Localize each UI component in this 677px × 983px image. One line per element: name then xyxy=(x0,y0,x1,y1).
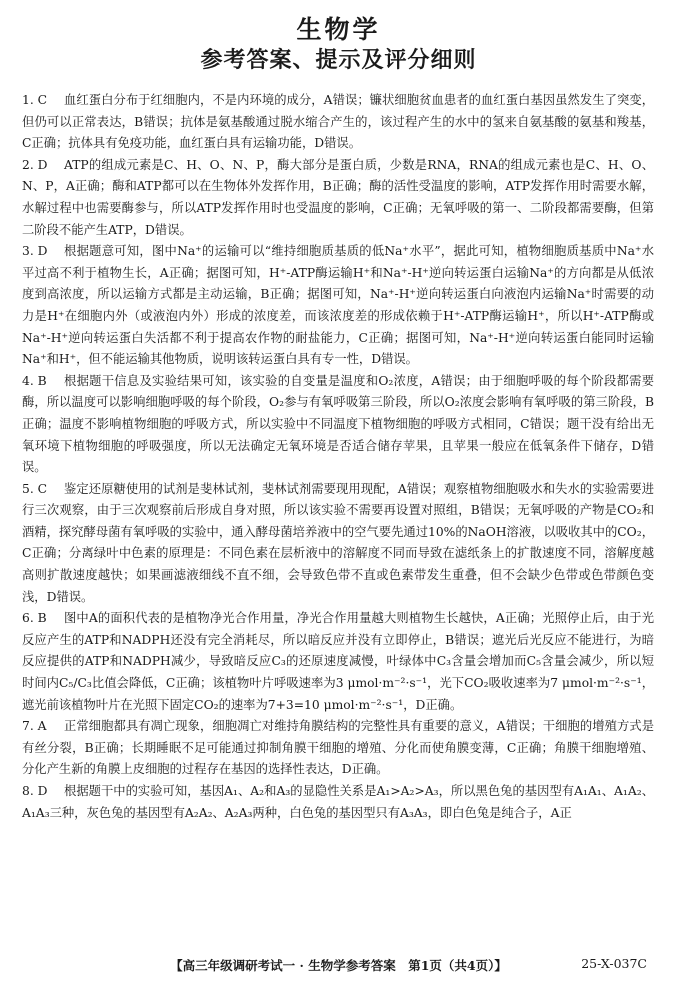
answer-list xyxy=(22,90,654,824)
footer-exam-info: 【高三年级调研考试一 · 生物学参考答案 第1页（共4页）】 xyxy=(170,958,507,973)
answer-text: 正常细胞都具有凋亡现象，细胞凋亡对维持角膜结构的完整性具有重要的意义，A错误；干细胞的增殖方式是有丝分裂，B正确；长期睡眠不足可能通过抑制角膜干细胞的增殖、分化而使角膜变薄，C正确；角膜干细胞增殖、分化产生新的角膜上皮细胞的过程存在基因的选择性表达，D正确。 xyxy=(22,719,654,777)
footer-code: 25-X-037C xyxy=(581,956,647,971)
answer-text: 鉴定还原糖使用的试剂是斐林试剂，斐林试剂需要现用现配，A错误；观察植物细胞吸水和失水的实验需要进行三次观察，由于三次观察前后形成自身对照，所以该实验不需要再设置对照组，B错误；无氧呼吸的产物是CO₂和酒精，探究酵母菌有氧呼吸的实验中，通入酵母菌培养液中的空气要先通过10%的NaOH溶液，以吸收其中的CO₂，C正确；分离绿叶中色素的原理是：不同色素在层析液中的溶解度不同而导致在滤纸条上的扩散速度不同，溶解度越高则扩散速度越快；如果画滤液细线不直不细，会导致色带不直或色素带发生重叠，但不会缺少色带或色带颜色变浅，D错误。 xyxy=(22,481,654,604)
answer-label: 6. B xyxy=(22,611,47,626)
answer-text: 根据题干中的实验可知，基因A₁、A₂和A₃的显隐性关系是A₁>A₂>A₃，所以黑色兔的基因型有A₁A₁、A₁A₂、A₁A₃三种，灰色兔的基因型有A₂A₂、A₂A₃两种，白色兔的基因型只有A₃A₃，即白色兔是纯合子，A正 xyxy=(22,784,654,820)
answer-text: ATP的组成元素是C、H、O、N、P，酶大部分是蛋白质，少数是RNA，RNA的组成元素也是C、H、O、N、P，A正确；酶和ATP都可以在生物体外发挥作用，B正确；酶的活性受温度的影响，ATP发挥作用时需要水解，水解过程中也需要酶参与，所以ATP发挥作用时也受温度的影响，C正确；无氧呼吸的第一、二阶段都需要酶，但第二阶段不能产生ATP，D错误。 xyxy=(22,157,654,237)
answer-text: 图中A的面积代表的是植物净光合作用量，净光合作用量越大则植物生长越快，A正确；光照停止后，由于光反应产生的ATP和NADPH还没有完全消耗尽，所以暗反应并没有立即停止，B错误；遮光后光反应不能进行，为暗反应提供的ATP和NADPH减少，导致暗反应C₃的还原速度减慢，叶绿体中C₃含量会增加而C₅含量会减少，所以短时间内C₅/C₃比值会降低，C正确；该植物叶片呼吸速率为3 μmol·m⁻²·s⁻¹，光下CO₂吸收速率为7 μmol·m⁻²·s⁻¹，遮光前该植物叶片在光照下固定CO₂的速率为7+3=10 μmol·m⁻²·s⁻¹，D正确。 xyxy=(22,611,654,712)
answer-label: 8. D xyxy=(22,784,48,798)
answer-label: 5. C xyxy=(22,481,48,496)
answer-item-1 xyxy=(22,90,654,155)
answer-text: 根据题意可知，图中Na⁺的运输可以“维持细胞质基质的低Na⁺水平”，据此可知，植物细胞质基质中Na⁺水平过高不利于植物生长，A正确；据图可知，H⁺-ATP酶运输H⁺和Na⁺-H⁺逆向转运蛋白运输Na⁺的方向都是从低浓度到高浓度，所以运输方式都是主动运输，B正确；据图可知，Na⁺-H⁺逆向转运蛋白向液泡内运输Na⁺时需要的动力是H⁺在细胞内外（或液泡内外）形成的浓度差，而该浓度差的形成依赖于H⁺-ATP酶运输H⁺，所以H⁺-ATP酶或Na⁺-H⁺逆向转运蛋白失活都不利于提高农作物的耐盐能力，C正确；据图可知，Na⁺-H⁺逆向转运蛋白能同时运输Na⁺和H⁺，但不能运输其他物质，说明该转运蛋白具有专一性，D错误。 xyxy=(22,244,654,367)
page-footer xyxy=(0,956,677,976)
answer-text: 根据题干信息及实验结果可知，该实验的自变量是温度和O₂浓度，A错误；由于细胞呼吸的每个阶段都需要酶，所以温度可以影响细胞呼吸的每个阶段，O₂参与有氧呼吸第三阶段，所以O₂浓度会影响有氧呼吸的第三阶段，B正确；温度不影响植物细胞的呼吸方式，所以实验中不同温度下植物细胞的呼吸方式相同，C错误；题干没有给出无氧环境下植物细胞的呼吸强度，所以无法确定无氧环境是否适合储存苹果，且苹果一般应在低氧条件下储存，D错误。 xyxy=(22,373,654,475)
answer-item-2 xyxy=(22,155,654,241)
answer-item-5 xyxy=(22,479,654,609)
answer-item-6 xyxy=(22,608,654,716)
answer-label: 4. B xyxy=(22,373,47,388)
answer-item-4 xyxy=(22,371,654,479)
answer-label: 7. A xyxy=(22,719,47,734)
answer-label: 3. D xyxy=(22,244,48,259)
answer-label: 2. D xyxy=(22,157,48,172)
answer-item-3 xyxy=(22,241,654,371)
answer-item-8 xyxy=(22,781,654,824)
answer-item-7 xyxy=(22,716,654,781)
answer-text: 血红蛋白分布于红细胞内，不是内环境的成分，A错误；镰状细胞贫血患者的血红蛋白基因虽然发生了突变，但仍可以正常表达，B错误；抗体是氨基酸通过脱水缩合产生的，该过程产生的水中的氢来自氨基酸的氨基和羧基，C正确；抗体具有免疫功能，血红蛋白具有运输功能，D错误。 xyxy=(22,93,654,151)
answer-label: 1. C xyxy=(22,93,48,107)
page-title: 生物学 xyxy=(296,15,381,44)
page-subtitle: 参考答案、提示及评分细则 xyxy=(200,48,477,73)
